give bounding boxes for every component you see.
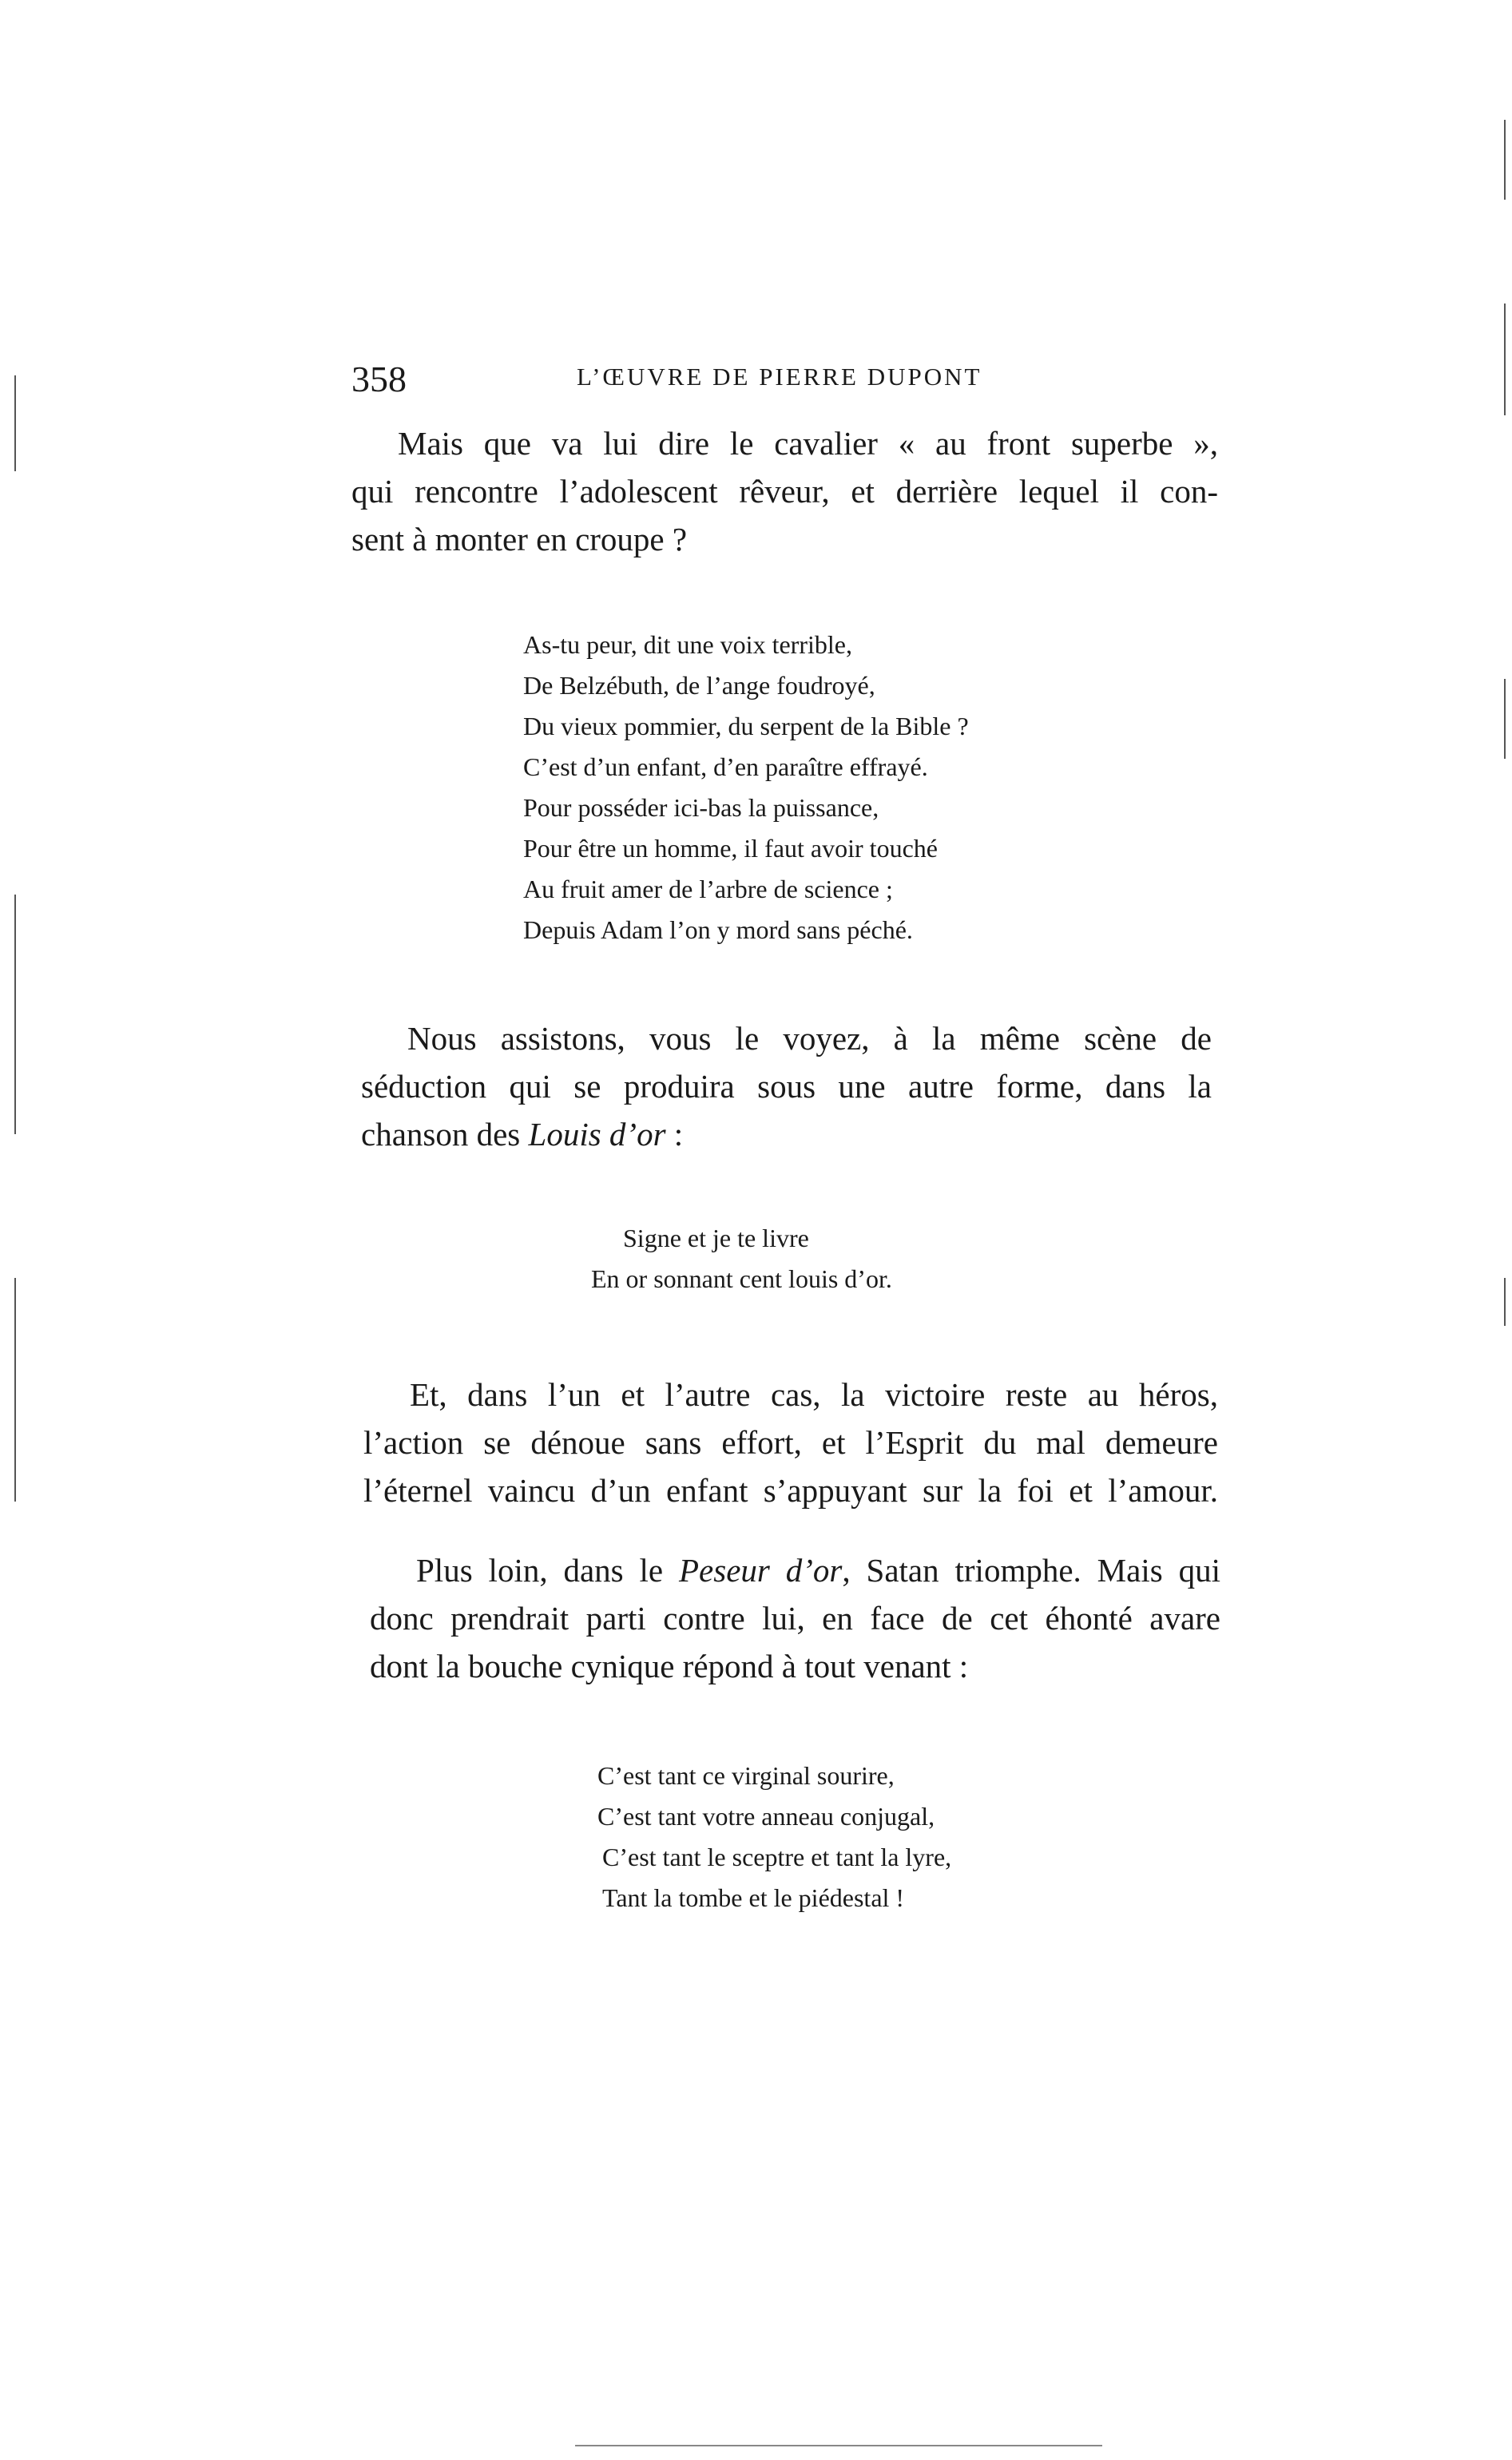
paragraph-2-line: séduction qui se produira sous une autre forme, dans la <box>361 1068 1212 1105</box>
paragraph-1-line: Mais que va lui dire le cavalier « au front superbe », <box>398 425 1218 462</box>
verse-1-line: As-tu peur, dit une voix terrible, <box>523 630 852 659</box>
paragraph-3 <box>363 1371 1218 1514</box>
running-title: L’ŒUVRE DE PIERRE DUPONT <box>577 363 982 391</box>
verse-2 <box>591 1218 892 1299</box>
verse-1-line: Du vieux pommier, du serpent de la Bible ? <box>523 712 969 740</box>
scan-edge-mark <box>1504 120 1506 200</box>
scan-edge-mark <box>14 1278 16 1502</box>
verse-3 <box>597 1756 951 1918</box>
text-run: chanson des <box>361 1116 529 1153</box>
paragraph-3-line: Et, dans l’un et l’autre cas, la victoire reste au héros, <box>410 1376 1218 1413</box>
song-title-italic: Louis d’or <box>528 1116 666 1153</box>
verse-2-line: En or sonnant cent louis d’or. <box>591 1264 892 1293</box>
verse-1 <box>523 625 969 950</box>
page-header <box>351 358 1230 406</box>
paragraph-4-line: dont la bouche cynique répond à tout venant : <box>370 1648 969 1684</box>
song-title-italic: Peseur d’or <box>679 1552 843 1589</box>
paragraph-1 <box>351 419 1218 563</box>
verse-3-line: Tant la tombe et le piédestal ! <box>602 1883 905 1912</box>
verse-1-line: De Belzébuth, de l’ange foudroyé, <box>523 671 875 700</box>
verse-1-line: Depuis Adam l’on y mord sans péché. <box>523 915 913 944</box>
paragraph-3-line: l’action se dénoue sans effort, et l’Esprit du mal demeure <box>363 1424 1218 1461</box>
paragraph-4-line: donc prendrait parti contre lui, en face de cet éhonté avare <box>370 1600 1220 1637</box>
paragraph-2 <box>361 1014 1212 1158</box>
verse-3-line: C’est tant votre anneau conjugal, <box>597 1802 935 1831</box>
paragraph-4-line <box>370 1546 1220 1594</box>
scan-edge-mark <box>1504 1278 1506 1326</box>
text-run: , Satan triomphe. Mais qui <box>842 1552 1220 1589</box>
page-number: 358 <box>351 359 407 399</box>
verse-2-line: Signe et je te livre <box>623 1224 809 1252</box>
paragraph-4 <box>370 1546 1220 1690</box>
verse-1-line: Pour être un homme, il faut avoir touché <box>523 834 938 863</box>
paragraph-2-line <box>361 1110 1212 1158</box>
paragraph-1-line: sent à monter en croupe ? <box>351 521 688 557</box>
scan-edge-mark <box>1504 304 1506 415</box>
verse-1-line: Au fruit amer de l’arbre de science ; <box>523 875 893 903</box>
paragraph-3-line: l’éternel vaincu d’un enfant s’appuyant sur la foi et l’amour. <box>363 1472 1218 1509</box>
bottom-scan-rule <box>575 2445 1102 2446</box>
text-run: Plus loin, dans le <box>416 1552 680 1589</box>
verse-3-line: C’est tant ce virginal sourire, <box>597 1761 895 1790</box>
scan-edge-mark <box>14 895 16 1134</box>
scan-edge-mark <box>1504 679 1506 759</box>
verse-1-line: C’est d’un enfant, d’en paraître effrayé. <box>523 752 928 781</box>
verse-1-line: Pour posséder ici-bas la puissance, <box>523 793 879 822</box>
paragraph-1-line: qui rencontre l’adolescent rêveur, et derrière lequel il con- <box>351 473 1218 510</box>
verse-3-line: C’est tant le sceptre et tant la lyre, <box>602 1843 952 1871</box>
scan-edge-mark <box>14 375 16 471</box>
text-run: : <box>665 1116 684 1153</box>
paragraph-2-line: Nous assistons, vous le voyez, à la même scène de <box>407 1020 1212 1057</box>
